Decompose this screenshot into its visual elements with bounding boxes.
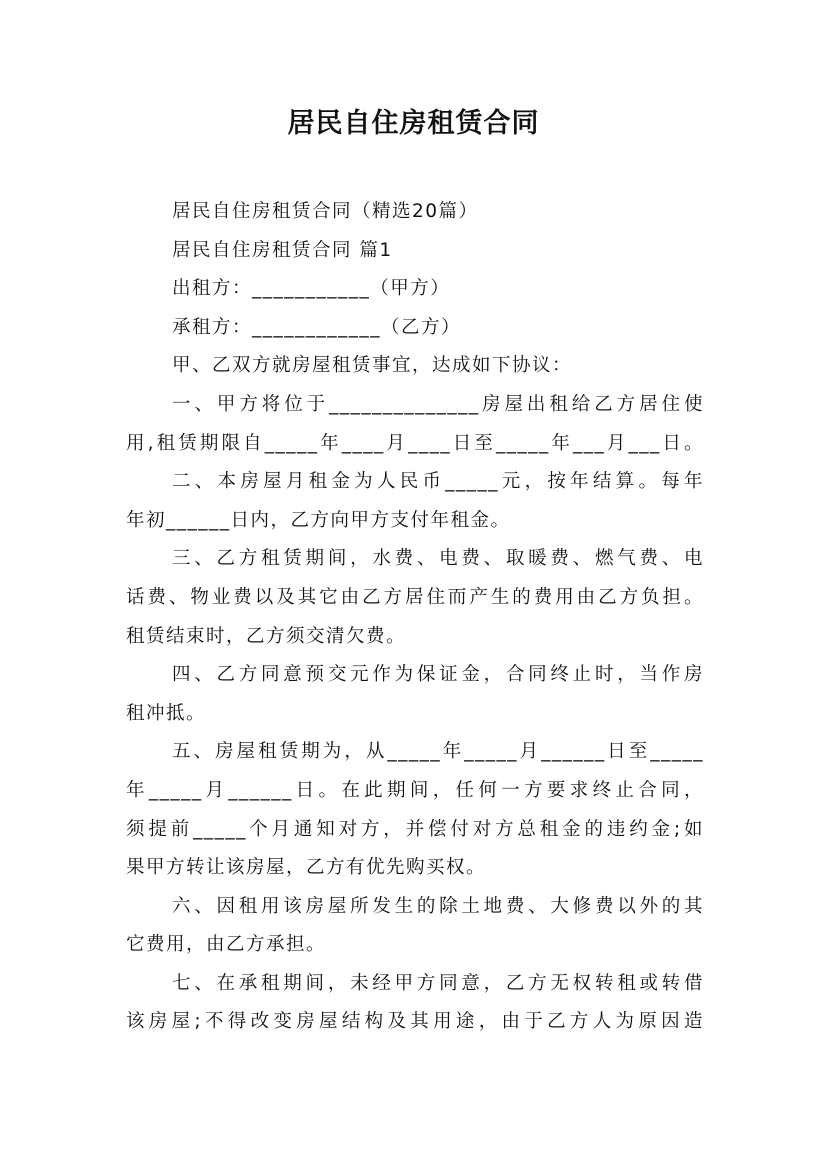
paragraph-line: 承租方：____________（乙方） xyxy=(172,316,462,338)
paragraph-line: 它费用，由乙方承担。 xyxy=(126,934,327,956)
paragraph-line: 五、房屋租赁期为，从_____年_____月______日至_____ xyxy=(172,741,704,763)
paragraph-line: 年初______日内，乙方向甲方支付年租金。 xyxy=(126,509,511,531)
paragraph-line: 租冲抵。 xyxy=(126,702,207,724)
paragraph-line: 四、乙方同意预交元作为保证金，合同终止时，当作房 xyxy=(172,664,704,686)
paragraph-line: 该房屋;不得改变房屋结构及其用途，由于乙方人为原因造 xyxy=(126,1011,704,1033)
paragraph-line: 租赁结束时，乙方须交清欠费。 xyxy=(126,625,407,647)
paragraph-line: 果甲方转让该房屋，乙方有优先购买权。 xyxy=(126,857,487,879)
paragraph-line: 七、在承租期间，未经甲方同意，乙方无权转租或转借 xyxy=(172,972,704,994)
paragraph-line: 甲、乙双方就房屋租赁事宜，达成如下协议： xyxy=(172,355,573,377)
paragraph-line: 出租方：___________（甲方） xyxy=(172,278,451,300)
paragraph-line: 居民自住房租赁合同 篇1 xyxy=(172,239,393,261)
paragraph-line: 六、因租用该房屋所发生的除土地费、大修费以外的其 xyxy=(172,895,704,917)
paragraph-line: 用,租赁期限自_____年____月____日至_____年___月___日。 xyxy=(126,432,704,454)
paragraph-line: 二、本房屋月租金为人民币_____元，按年结算。每年 xyxy=(172,471,704,493)
paragraph-line: 三、乙方租赁期间，水费、电费、取暖费、燃气费、电 xyxy=(172,548,704,570)
paragraph-line: 一、甲方将位于______________房屋出租给乙方居住使 xyxy=(172,393,704,415)
paragraph-line: 居民自住房租赁合同（精选20篇） xyxy=(172,201,479,222)
document-body xyxy=(126,193,704,1042)
document-title: 居民自住房租赁合同 xyxy=(287,108,540,139)
paragraph-line: 话费、物业费以及其它由乙方居住而产生的费用由乙方负担。 xyxy=(126,586,704,608)
paragraph-line: 须提前_____个月通知对方，并偿付对方总租金的违约金;如 xyxy=(126,818,704,840)
paragraph-line: 年_____月______日。在此期间，任何一方要求终止合同， xyxy=(126,779,704,801)
